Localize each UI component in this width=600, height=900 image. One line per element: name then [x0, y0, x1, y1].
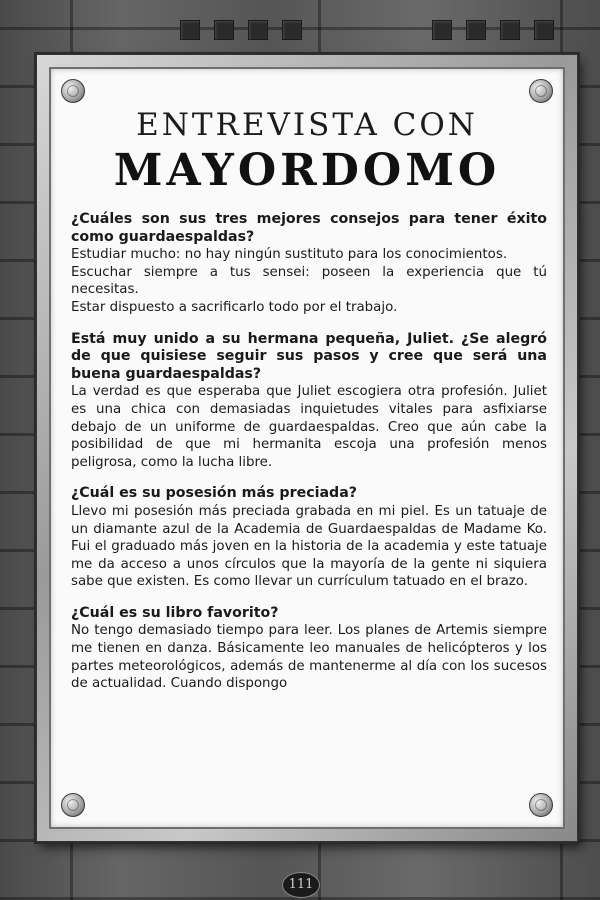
interview-content: [71, 211, 547, 693]
answer: La verdad es que esperaba que Juliet escogiera otra profesión. Juliet es una chica con demasiadas inquietudes vitales para asfixiarse debajo de un uniforme de guardaespaldas. Creo que aún cabe la posibilidad de que mi hermanita escoja una profesión menos peligrosa, como la lucha libre.: [71, 384, 547, 470]
decorative-squares-right: [432, 20, 554, 40]
square-icon: [248, 20, 268, 40]
bolt-icon: [529, 79, 553, 103]
question: ¿Cuál es su posesión más preciada?: [71, 485, 357, 502]
square-icon: [282, 20, 302, 40]
metal-plaque-frame: [36, 54, 578, 842]
title-line-2: MAYORDOMO: [113, 145, 501, 196]
square-icon: [180, 20, 200, 40]
question: Está muy unido a su hermana pequeña, Juliet. ¿Se alegró de que quisiese seguir sus pasos y cree que será una buena guardaespaldas?: [71, 330, 547, 382]
title-line-1: ENTREVISTA CON: [136, 107, 478, 143]
square-icon: [500, 20, 520, 40]
bolt-icon: [61, 793, 85, 817]
page-number: 111: [282, 872, 320, 898]
decorative-squares-left: [180, 20, 302, 40]
answer: Estudiar mucho: no hay ningún sustituto para los conocimientos.: [71, 247, 508, 263]
answer: Estar dispuesto a sacrificarlo todo por el trabajo.: [71, 299, 398, 315]
square-icon: [466, 20, 486, 40]
bolt-icon: [61, 79, 85, 103]
bolt-icon: [529, 793, 553, 817]
answer: Llevo mi posesión más preciada grabada en mi piel. Es un tatuaje de un diamante azul de la Academia de Guardaespaldas de Madame Ko. Fui el graduado más joven en la historia de la academia y este tatuaje me da acceso a unos círculos que la mayoría de la gente ni siquiera sabe que existen. Es como llevar un currículum tatuado en el brazo.: [71, 503, 547, 590]
question: ¿Cuáles son sus tres mejores consejos para tener éxito como guardaespaldas?: [71, 211, 547, 245]
square-icon: [214, 20, 234, 40]
answer: No tengo demasiado tiempo para leer. Los planes de Artemis siempre me tienen en danza. Básicamente leo manuales de helicópteros y los partes meteorológicos, además de mantenerme al día con los sucesos de actualidad. Cuando dispongo: [71, 623, 547, 692]
plaque-sign: [49, 67, 565, 829]
question: ¿Cuál es su libro favorito?: [71, 604, 279, 621]
square-icon: [432, 20, 452, 40]
square-icon: [534, 20, 554, 40]
answer: Escuchar siempre a tus sensei: poseen la experiencia que tú necesitas.: [71, 264, 547, 298]
